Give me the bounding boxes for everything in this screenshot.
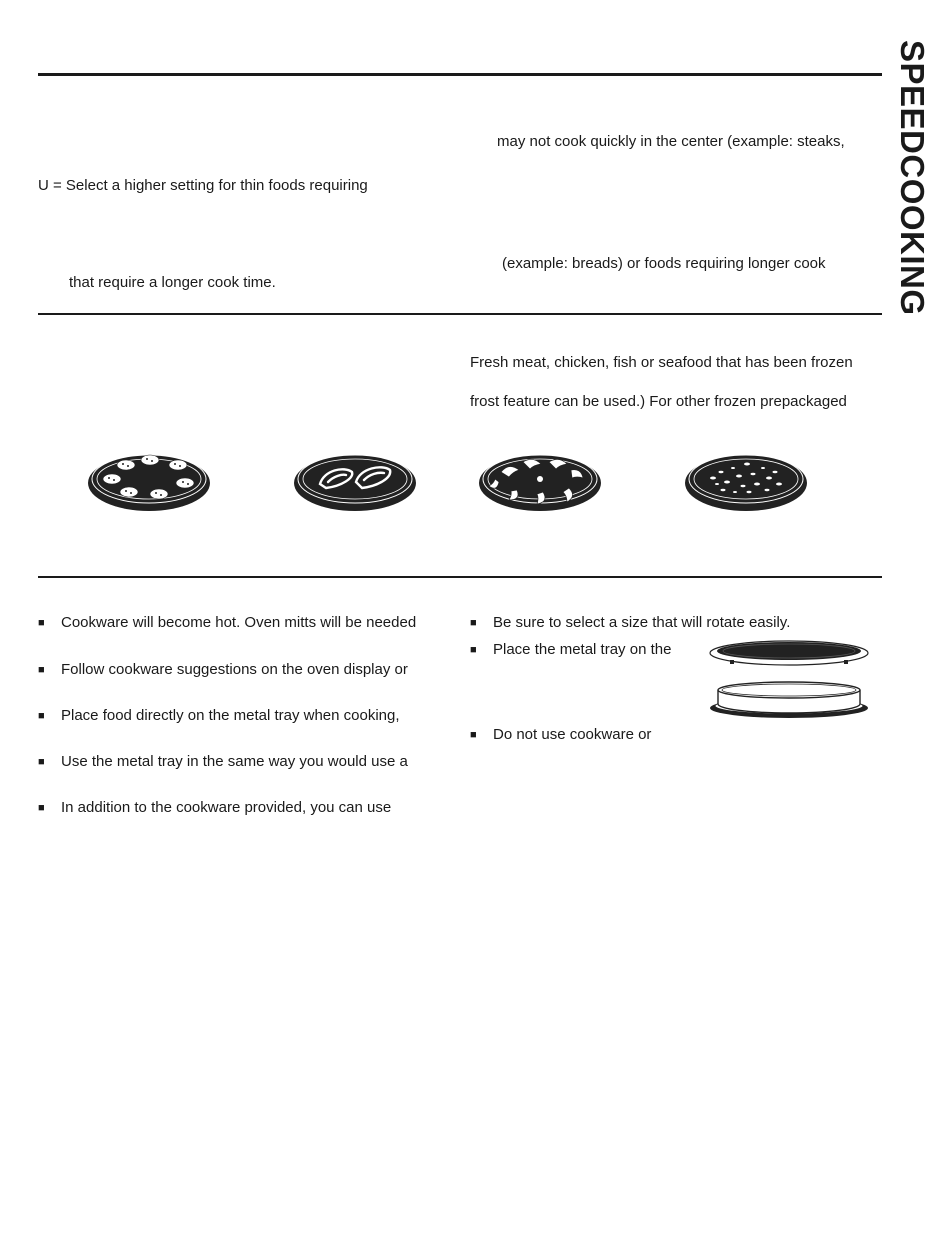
dish-on-tray-icon — [708, 678, 870, 722]
left-bullet-5: In addition to the cookware provided, you can use — [61, 799, 392, 816]
bullet-marker: ■ — [38, 664, 45, 676]
vegetables-tray-icon — [683, 448, 809, 514]
fish-fillets-tray-icon — [292, 448, 418, 514]
left-bullet-2: Follow cookware suggestions on the oven display or — [61, 661, 408, 678]
bullet-marker: ■ — [38, 756, 45, 768]
middle-line-2: frost feature can be used.) For other frozen prepackaged — [470, 393, 847, 410]
bullet-marker: ■ — [470, 617, 477, 629]
right-bullet-1: Be sure to select a size that will rotate easily. — [493, 614, 791, 631]
lower-rule — [38, 576, 882, 578]
shrimp-tray-icon — [477, 448, 603, 514]
bullet-marker: ■ — [470, 644, 477, 656]
section-title: SPEEDCOOKING — [894, 40, 931, 316]
top-right-line-1: may not cook quickly in the center (example: steaks, — [497, 133, 845, 150]
right-bullet-2: Place the metal tray on the — [493, 641, 672, 658]
left-bullet-4: Use the metal tray in the same way you would use a — [61, 753, 408, 770]
bullet-marker: ■ — [470, 729, 477, 741]
left-bullet-3: Place food directly on the metal tray when cooking, — [61, 707, 400, 724]
top-right-line-2: (example: breads) or foods requiring longer cook — [502, 255, 826, 272]
top-left-line-2: that require a longer cook time. — [69, 274, 276, 291]
bullet-marker: ■ — [38, 802, 45, 814]
middle-rule — [38, 313, 882, 315]
top-rule — [38, 73, 882, 76]
top-left-line-1: U = Select a higher setting for thin foods requiring — [38, 177, 368, 194]
bullet-marker: ■ — [38, 617, 45, 629]
cookies-tray-icon — [86, 448, 212, 514]
right-bullet-3: Do not use cookware or — [493, 726, 652, 743]
middle-line-1: Fresh meat, chicken, fish or seafood that has been frozen — [470, 354, 853, 371]
left-bullet-1: Cookware will become hot. Oven mitts will be needed — [61, 614, 417, 631]
bullet-marker: ■ — [38, 710, 45, 722]
metal-tray-icon — [708, 638, 870, 668]
